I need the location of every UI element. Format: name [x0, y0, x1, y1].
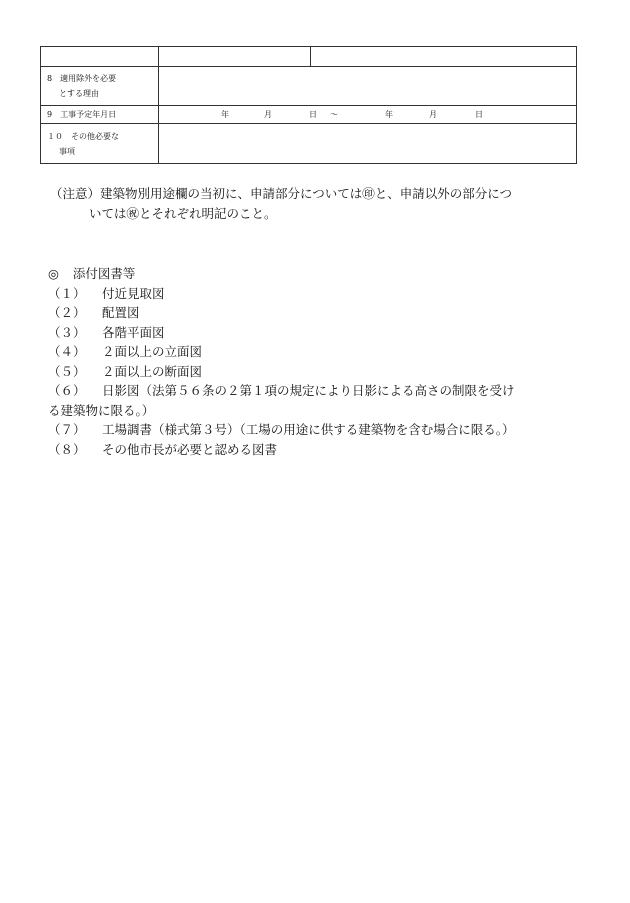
- attachment-item: [48, 323, 588, 343]
- month-label-end: 月: [429, 110, 437, 119]
- exemption-reason-field[interactable]: [159, 67, 577, 106]
- other-matters-label-line1: １０ その他必要な: [47, 131, 119, 141]
- caution-note-line1: （注意）建築物別用途欄の当初に、申請部分については㊞と、申請以外の部分につ: [50, 186, 513, 201]
- caution-note: [50, 184, 590, 224]
- attachment-item-number: （６）: [48, 383, 86, 398]
- attachment-item: [48, 420, 588, 440]
- exemption-reason-label-line1: 8 適用除外を必要: [47, 74, 117, 83]
- attachment-item-number: （４）: [48, 344, 86, 359]
- month-label-start: 月: [264, 110, 272, 119]
- day-label-start: 日: [309, 110, 317, 119]
- attachment-item: [48, 284, 588, 304]
- day-label-end: 日: [475, 110, 483, 119]
- table-row-exemption-reason: [41, 67, 577, 106]
- attachment-item-number: （５）: [48, 363, 86, 379]
- construction-date-field[interactable]: [159, 106, 577, 124]
- exemption-reason-label-line2: とする理由: [59, 89, 99, 98]
- attachment-item: [48, 342, 588, 362]
- attachments-heading-text: 添付図書等: [72, 266, 136, 281]
- year-label-start: 年: [221, 110, 229, 119]
- range-tilde: ～: [330, 110, 338, 119]
- table-row-top: [41, 47, 577, 67]
- attachment-item-text: 配置図: [102, 305, 140, 320]
- attachment-item-text: ２面以上の立面図: [102, 344, 203, 359]
- table-row-other-matters: [41, 124, 577, 164]
- empty-cell-1: [159, 47, 311, 67]
- attachment-item: [48, 303, 588, 323]
- attachment-item-text: 日影図（法第５６条の２第１項の規定により日影による高さの制限を受け: [102, 383, 515, 398]
- attachment-item-text: その他市長が必要と認める図書: [102, 441, 278, 457]
- attachment-item: [48, 381, 588, 401]
- attachment-item-number: （２）: [48, 305, 86, 320]
- double-circle-icon: ◎: [48, 266, 59, 281]
- other-matters-field[interactable]: [159, 124, 577, 164]
- empty-label-cell: [41, 47, 159, 67]
- attachment-item: [48, 362, 588, 382]
- attachment-item-number: （１）: [48, 285, 86, 301]
- attachments-section: [48, 264, 588, 459]
- other-matters-label: [41, 124, 159, 164]
- caution-note-line2: いては㊗とそれぞれ明記のこと。: [89, 206, 277, 221]
- attachment-item: [48, 440, 588, 460]
- attachment-item-text: ２面以上の断面図: [102, 363, 203, 379]
- exemption-reason-label: [41, 67, 159, 106]
- attachments-heading: [48, 264, 588, 284]
- construction-date-label: 9 工事予定年月日: [41, 106, 159, 124]
- attachment-item-number: （３）: [48, 324, 86, 340]
- attachment-item-number: （７）: [48, 422, 86, 437]
- other-matters-label-line2: 事項: [59, 146, 75, 156]
- attachment-item-text: 付近見取図: [102, 285, 165, 301]
- application-form-table: [40, 46, 577, 164]
- attachment-item-number: （８）: [48, 441, 86, 457]
- attachment-item-text: 各階平面図: [102, 324, 165, 340]
- attachment-item-text: 工場調書（様式第３号）（工場の用途に供する建築物を含む場合に限る。）: [102, 422, 515, 437]
- year-label-end: 年: [385, 110, 393, 119]
- attachment-item-continuation: る建築物に限る。）: [48, 402, 155, 418]
- table-row-construction-date: [41, 106, 577, 124]
- empty-cell-2: [311, 47, 577, 67]
